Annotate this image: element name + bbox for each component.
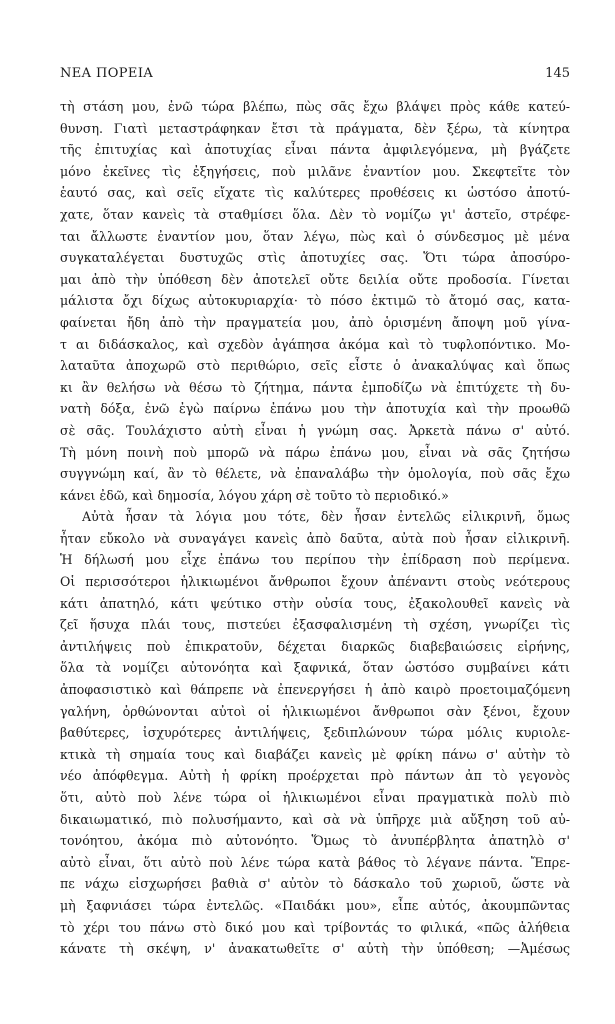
text-line: ἀποφασιστικὸ καὶ θάπρεπε νὰ ἐπενεργήσει ἡ ἀπὸ καιρὸ προετοιμαζόμενη (60, 682, 570, 698)
text-line: Τὴ μόνη ποινὴ ποὺ μπορῶ νὰ πάρω ἐπάνω μου, εἶναι νὰ σᾶς ζητήσω (60, 444, 570, 460)
text-line: μάλιστα ὄχι δίχως αὐτοκυριαρχία· τὸ πόσο ἐκτιμῶ τὸ ἄτομό σας, κατα- (60, 293, 570, 309)
text-line: ὅλα τὰ νομίζει αὐτονόητα καὶ ξαφνικά, ὅταν ὡστόσο συμβαίνει κάτι (60, 660, 570, 676)
text-line: ἑαυτό σας, καὶ σεῖς εἴχατε τὶς καλύτερες προθέσεις κι ὡστόσο ἀποτύ- (60, 185, 570, 201)
text-line: ται ἄλλωστε ἐναντίον μου, ὅταν λέγω, πὼς καὶ ὁ σύνδεσμος μὲ μένα (60, 228, 570, 244)
text-line: ζεῖ ἥσυχα πλάι τους, πιστεύει ἐξασφαλισμένη τὴ σχέση, γνωρίζει τὶς (60, 617, 570, 633)
text-line: λαταῦτα ἀποχωρῶ στὸ περιθώριο, σεῖς εἶστε ὁ ἀνακαλύψας καὶ ὅπως (60, 358, 570, 374)
text-line: μὴ ξαφνιάσει τώρα ἐντελῶς. «Παιδάκι μου», εἶπε αὐτός, ἀκουμπῶντας (60, 897, 570, 913)
text-line: ἦταν εὔκολο νὰ συναγάγει κανεὶς ἀπὸ δαῦτα, αὐτὰ ποὺ ἦσαν εἰλικρινῆ. (60, 530, 570, 546)
text-line: χατε, ὅταν κανεὶς τὰ σταθμίσει ὅλα. Δὲν τὸ νομίζω γι' ἀστεῖο, στρέφε- (60, 206, 570, 222)
text-line: συγκαταλέγεται δυστυχῶς στὶς ἀποτυχίες σας. Ὅτι τώρα ἀποσύρο- (60, 250, 570, 266)
text-line: πε νάχω εἰσχωρήσει βαθιὰ σ' αὐτὸν τὸ δάσκαλο τοῦ χωριοῦ, ὥστε νὰ (60, 876, 570, 892)
text-line: νατὴ δόξα, ἐνῶ ἐγὼ παίρνω ἐπάνω μου τὴν ἀποτυχία καὶ τὴν προωθῶ (60, 401, 570, 417)
text-line: φαίνεται ἤδη ἀπὸ τὴν πραγματεία μου, ἀπὸ ὁρισμένη ἄποψη μοῦ γίνα- (60, 314, 570, 330)
text-line: τὴ στάση μου, ἐνῶ τώρα βλέπω, πὼς σᾶς ἔχω βλάψει πρὸς κάθε κατεύ- (60, 99, 570, 114)
text-line: βαθύτερες, ἰσχυρότερες ἀντιλήψεις, ξεδιπλώνουν τώρα μόλις κυριολε- (60, 725, 570, 741)
text-line: γαλήνη, ὀρθώνονται αὐτοὶ οἱ ἡλικιωμένοι ἄνθρωποι σὰν ξένοι, ἔχουν (60, 703, 570, 719)
running-head (60, 66, 570, 86)
text-line: ἀντιλήψεις ποὺ ἐπικρατοῦν, δέχεται διαρκῶς διαβεβαιώσεις εἰρήνης, (60, 638, 570, 654)
body-text (60, 96, 570, 960)
text-line: τ αι διδάσκαλος, καὶ σχεδὸν ἀγάπησα ἀκόμα καὶ τὸ τυφλοπόντικο. Μο- (60, 336, 570, 352)
text-line: αὐτὸ εἶναι, ὅτι αὐτὸ ποὺ λένε τώρα κατὰ βάθος τὸ λέγανε πάντα. Ἔπρε- (60, 854, 570, 870)
text-line: συγγνώμη καί, ἂν τὸ θέλετε, νὰ ἐπαναλάβω τὴν ὁμολογία, ποὺ σᾶς ἔχω (60, 466, 570, 482)
text-line: μόνο ἐκεῖνες τὶς ἐξηγήσεις, ποὺ μιλᾶνε ἐναντίον μου. Σκεφτεῖτε τὸν (60, 163, 570, 179)
text-line: κάτι ἀπατηλό, κάτι ψεύτικο στὴν οὐσία τους, ἐξακολουθεῖ κανεὶς νὰ (60, 595, 570, 611)
text-line: κάνατε τὴ σκέψη, ν' ἀνακατωθεῖτε σ' αὐτὴ τὴν ὑπόθεση; —Ἀμέσως (60, 941, 570, 957)
text-line: τὸ χέρι του πάνω στὸ δικό μου καὶ τρίβοντάς το φιλικά, «πῶς ἀλήθεια (60, 919, 570, 935)
text-line: κι ἂν θελήσω νὰ θέσω τὸ ζήτημα, πάντα ἐμποδίζω νὰ ἐπιτύχετε τὴ δυ- (60, 379, 570, 395)
text-line: σὲ σᾶς. Τουλάχιστο αὐτὴ εἶναι ἡ γνώμη σας. Ἀρκετὰ πάνω σ' αὐτό. (60, 422, 570, 438)
text-line: τῆς ἐπιτυχίας καὶ ἀποτυχίας εἶναι πάντα ἀμφιλεγόμενα, μὴ βγάζετε (60, 142, 570, 158)
text-line: Οἱ περισσότεροι ἡλικιωμένοι ἄνθρωποι ἔχουν ἀπέναντι στοὺς νεότερους (60, 574, 570, 590)
text-line: θυνση. Γιατὶ μεταστράφηκαν ἔτσι τὰ πράγματα, δὲν ξέρω, τὰ κίνητρα (60, 120, 570, 136)
page-number: 145 (545, 66, 570, 81)
text-line: κάνει ἐδῶ, καὶ δημοσία, λόγου χάρη σὲ τοῦτο τὸ περιοδικό.» (60, 487, 449, 503)
text-line: Ἡ δήλωσή μου εἶχε ἐπάνω του περίπου τὴν ἐπίδραση ποὺ περίμενα. (60, 552, 570, 568)
text-line: ὅτι, αὐτὸ ποὺ λένε τώρα οἱ ἡλικιωμένοι εἶναι πραγματικὰ πολὺ πιὸ (60, 790, 570, 805)
text-line: νέο ἀπόφθεγμα. Αὐτὴ ἡ φρίκη προέρχεται πρὸ πάντων ἀπ τὸ γεγονὸς (60, 768, 570, 784)
text-line: Αὐτὰ ἦσαν τὰ λόγια μου τότε, δὲν ἦσαν ἐντελῶς εἰλικρινῆ, ὅμως (82, 509, 570, 525)
text-line: τονόητου, ἀκόμα πιὸ αὐτονόητο. Ὅμως τὸ ἀνυπέρβλητα ἀπατηλὸ σ' (60, 833, 570, 849)
text-line: δικαιωματικό, πιὸ πολυσήμαντο, καὶ σὰ νὰ ὑπῆρχε μιὰ αὔξηση τοῦ αὐ- (60, 811, 570, 827)
text-line: κτικὰ τὴ σημαία τους καὶ διαβάζει κανεὶς μὲ φρίκη πάνω σ' αὐτὴν τὸ (60, 746, 570, 762)
text-line: μαι ἀπὸ τὴν ὑπόθεση δὲν ἀποτελεῖ οὔτε δειλία οὔτε προδοσία. Γίνεται (60, 271, 570, 287)
running-head-title: ΝΕΑ ΠΟΡΕΙΑ (60, 66, 154, 81)
